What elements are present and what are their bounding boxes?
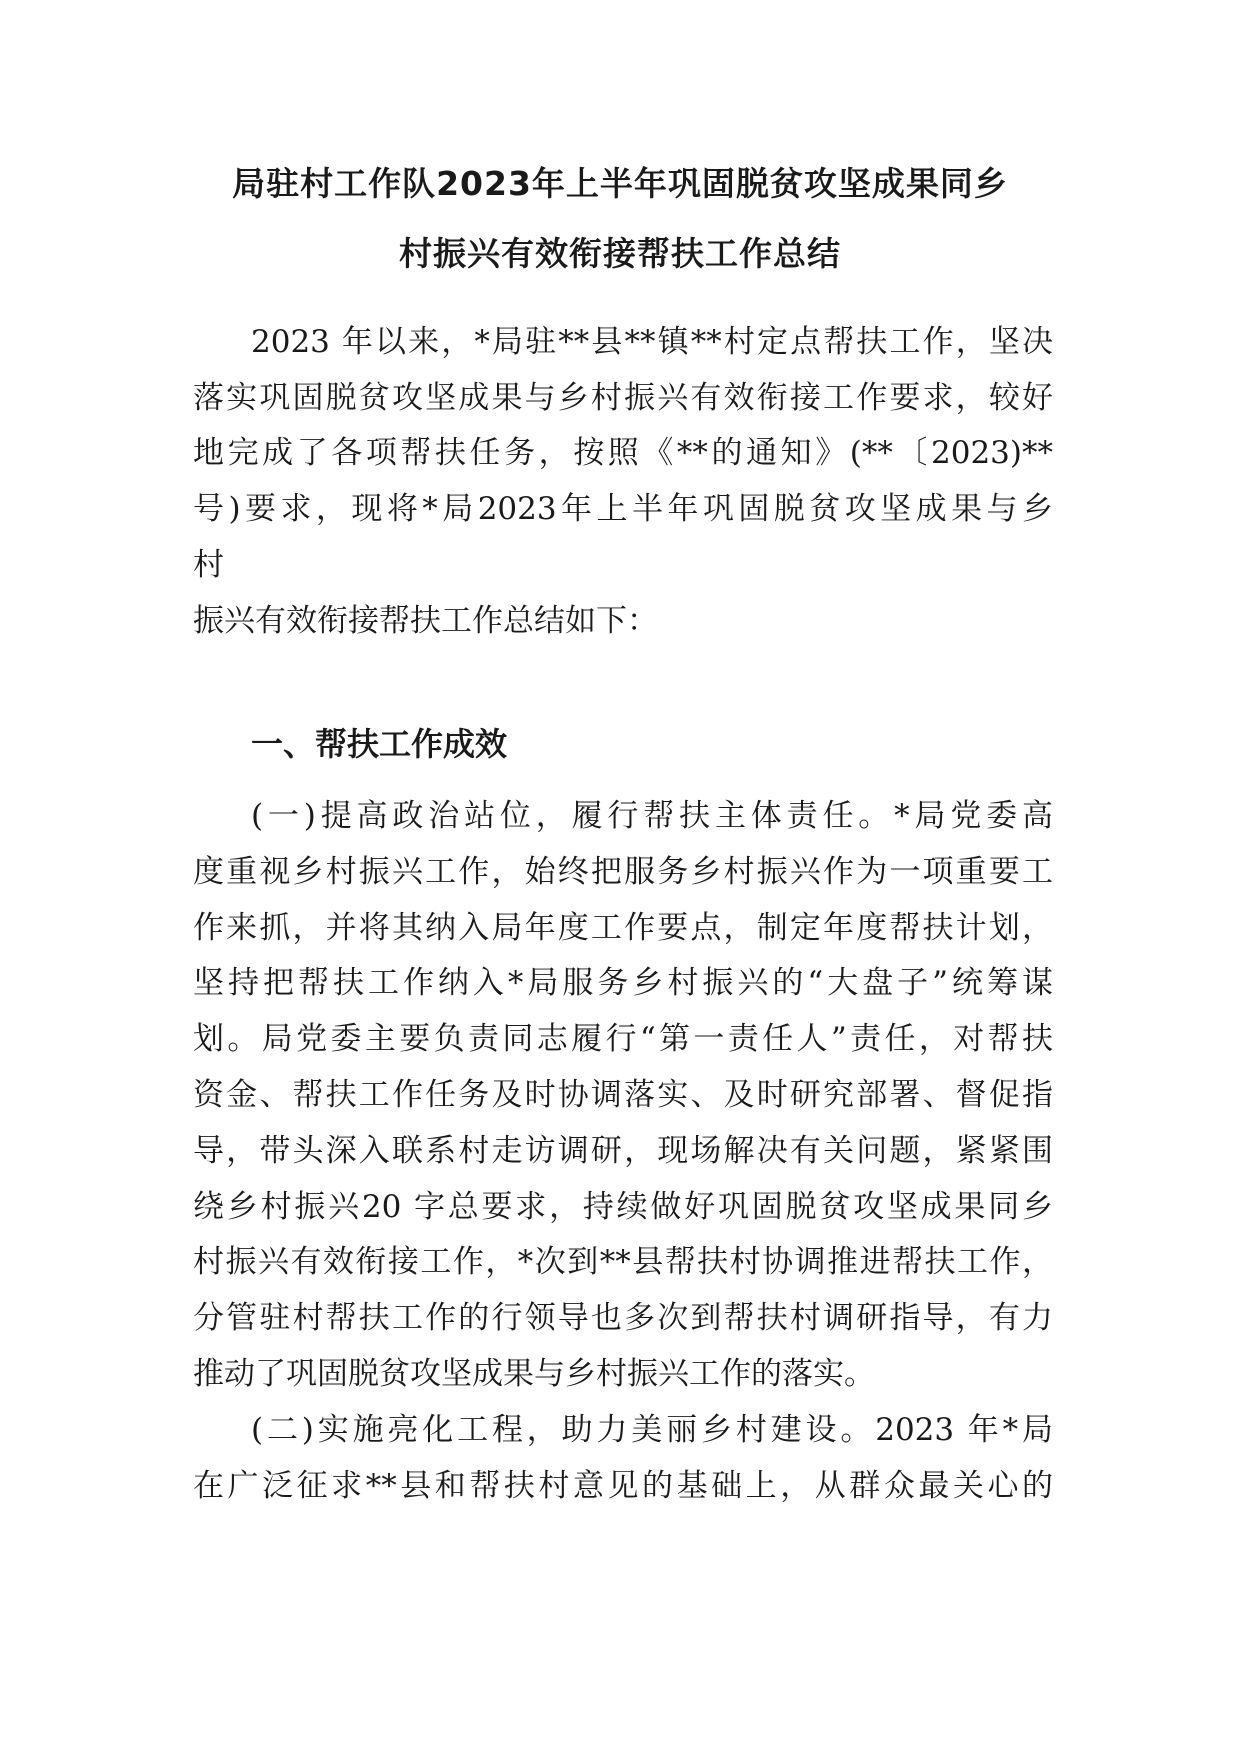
intro-line-5: 村: [193, 547, 224, 583]
para1-line-11: 推动了巩固脱贫攻坚成果与乡村振兴工作的落实。: [193, 1356, 875, 1392]
para1-line-8: 绕乡村振兴20 字总要求，持续做好巩固脱贫攻坚成果同乡: [193, 1189, 1053, 1225]
section-heading: 一、帮扶工作成效: [251, 725, 508, 763]
para1-line-10: 分管驻村帮扶工作的行领导也多次到帮扶村调研指导，有力: [193, 1300, 1053, 1336]
para1-line-4: 坚持把帮扶工作纳入*局服务乡村振兴的“大盘子”统筹谋: [193, 965, 1053, 1001]
intro-line-6: 振兴有效衔接帮扶工作总结如下：: [193, 603, 658, 639]
para1-line-6: 资金、帮扶工作任务及时协调落实、及时研究部署、督促指: [193, 1077, 1053, 1113]
intro-line-3: 地完成了各项帮扶任务，按照《**的通知》(**〔2023)**: [193, 435, 1053, 471]
para1-line-3: 作来抓，并将其纳入局年度工作要点，制定年度帮扶计划，: [193, 910, 1053, 946]
para1-line-9: 村振兴有效衔接工作，*次到**县帮扶村协调推进帮扶工作，: [193, 1244, 1053, 1280]
para1-line-2: 度重视乡村振兴工作，始终把服务乡村振兴作为一项重要工: [193, 854, 1053, 890]
para1-line-7: 导，带头深入联系村走访调研，现场解决有关问题，紧紧围: [193, 1133, 1053, 1169]
intro-line-1: 2023 年以来，*局驻**县**镇**村定点帮扶工作，坚决: [251, 324, 1053, 360]
para1-line-1: (一)提高政治站位，履行帮扶主体责任。*局党委高: [251, 798, 1053, 834]
para2-line-1: (二)实施亮化工程，助力美丽乡村建设。2023 年*局: [251, 1412, 1053, 1448]
document-title-line-2: 村振兴有效衔接帮扶工作总结: [399, 234, 841, 273]
intro-line-2: 落实巩固脱贫攻坚成果与乡村振兴有效衔接工作要求，较好: [193, 380, 1053, 416]
para1-line-5: 划。局党委主要负责同志履行“第一责任人”责任，对帮扶: [193, 1021, 1053, 1057]
intro-line-4: 号)要求，现将*局2023年上半年巩固脱贫攻坚成果与乡: [193, 491, 1053, 527]
para2-line-2: 在广泛征求**县和帮扶村意见的基础上，从群众最关心的: [193, 1468, 1053, 1504]
document-title-line-1: 局驻村工作队2023年上半年巩固脱贫攻坚成果同乡: [232, 164, 1008, 203]
